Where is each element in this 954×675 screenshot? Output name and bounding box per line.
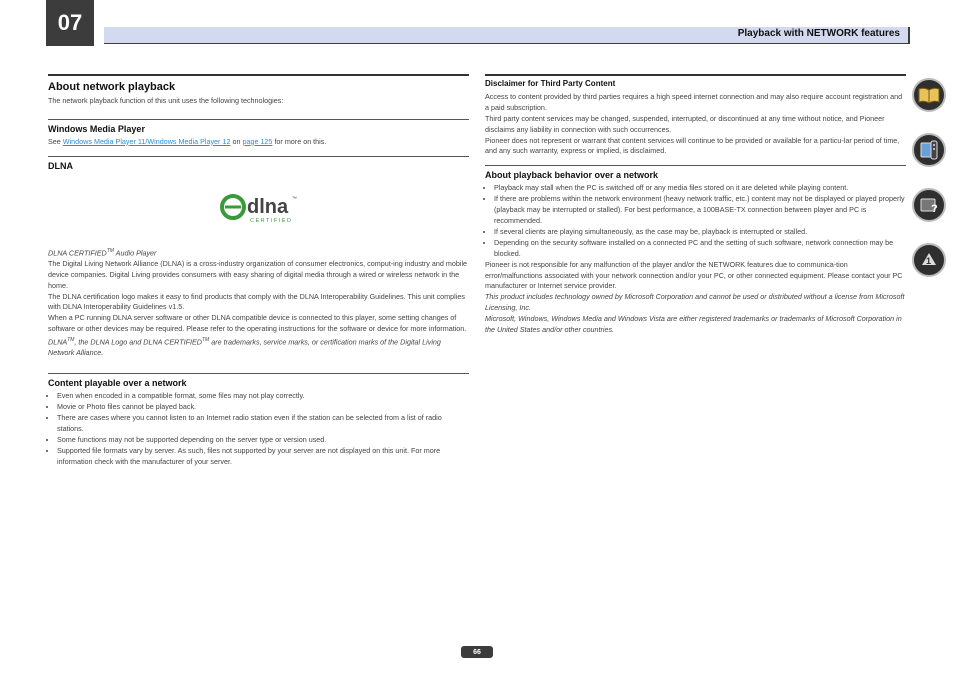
divider — [48, 119, 469, 120]
svg-text:1: 1 — [926, 256, 932, 266]
remote-control-icon[interactable] — [912, 133, 946, 167]
playback-behavior-list — [485, 183, 906, 259]
quick-start-icon[interactable] — [912, 243, 946, 277]
dlna-title: DLNA — [48, 160, 73, 171]
divider — [48, 373, 469, 374]
divider — [48, 156, 469, 157]
header-bar — [104, 27, 910, 44]
list-item: • Supported file formats vary by server. As such, files not supported by your server are not displayed on this unit. For more information check with the manufacturer of your server. — [57, 446, 469, 468]
side-navigation — [912, 78, 948, 298]
list-item: • There are cases where you cannot listen to an Internet radio station even if the station can be selected from a list of radio stations. — [57, 413, 469, 435]
list-item: • Even when encoded in a compatible format, some files may not play correctly. — [57, 391, 469, 402]
about-network-title: About network playback — [48, 81, 176, 93]
left-column — [48, 74, 469, 468]
dlna-trademark: DLNA™, the DLNA Logo and DLNA CERTIFIED™ are trademarks, service marks, or certification marks of the Digital Living Network Alliance. — [48, 337, 441, 358]
dlna-paragraph-2: The DLNA certification logo makes it easy to find products that comply with the DLNA Interoperability Guidelines. This unit complies with DLNA Interoperability Guidelines v1.5. — [48, 291, 465, 312]
about-network-text: The network playback function of this unit uses the following technologies: — [48, 95, 284, 105]
wmp-title: Windows Media Player — [48, 123, 145, 134]
wmp-link[interactable]: Windows Media Player 11/Windows Media Player 12 — [62, 136, 231, 146]
list-item: • Playback may stall when the PC is switched off or any media files stored on it are deleted while playing content. — [494, 183, 906, 194]
dlna-paragraph-3: When a PC running DLNA server software or other DLNA compatible device is connected to this player, some setting changes of software or other devices may be required. Please refer to the operating instructions for the software or device for more information. — [48, 313, 467, 334]
disclaimer-paragraph-3: Pioneer does not represent or warrant that content services will continue to be provided or available for a particu-lar period of time, and any such warranty, express or implied, is disclaimed. — [485, 135, 900, 156]
pioneer-disclaimer: Pioneer is not responsible for any malfunction of the player and/or the NETWORK features due to communica-tion error/malfunctions associated with your network connection and/or your PC, or other connected equipment. Please contact your PC manufacturer or Internet service provider. — [485, 259, 903, 291]
right-column — [485, 74, 906, 336]
microsoft-trademark: Microsoft, Windows, Windows Media and Windows Vista are either registered trademarks or trademarks of Microsoft Corporation in the United States and/or other countries. — [485, 314, 902, 335]
list-item: • If there are problems within the network environment (heavy network traffic, etc.) content may not be displayed or played properly (playback may be interrupted or stalled). For best performance, a 100BASE-TX connection between player and PC is recommended. — [494, 194, 906, 227]
list-item: • Some functions may not be supported depending on the server type or version used. — [57, 435, 469, 446]
list-item: • Movie or Photo files cannot be played back. — [57, 402, 469, 413]
dlna-paragraph-1: The Digital Living Network Alliance (DLNA) is a cross-industry organization of consumer electronics, comput-ing industry and mobile device companies. Digital Living provides consumers with easy sharing of digital media through a wired or wireless network in the home. — [48, 258, 468, 290]
chapter-number: 07 — [46, 0, 94, 46]
page-number: 66 — [461, 646, 493, 658]
dlna-logo-tm: ™ — [291, 195, 297, 202]
divider — [485, 74, 906, 76]
list-item: • Depending on the security software installed on a connected PC and the setting of such software, network connection may be blocked. — [494, 238, 906, 260]
content-playable-title: Content playable over a network — [48, 378, 187, 389]
dlna-logo-sub: CERTIFIED — [249, 217, 292, 224]
troubleshoot-icon[interactable] — [912, 188, 946, 222]
page-link[interactable]: page 125 — [242, 136, 273, 146]
dlna-logo-icon — [219, 191, 299, 225]
svg-text:?: ? — [931, 203, 938, 215]
divider — [485, 165, 906, 166]
page-title: Playback with NETWORK features — [737, 28, 900, 39]
list-item: • If several clients are playing simultaneously, as the case may be, playback is interrupted or stalled. — [494, 227, 906, 238]
dlna-logo-text: dlna — [246, 195, 288, 218]
wmp-text: See Windows Media Player 11/Windows Media Player 12 on page 125 for more on this. — [48, 136, 327, 146]
book-icon[interactable] — [912, 78, 946, 112]
disclaimer-paragraph-1: Access to content provided by third parties requires a high speed internet connection and may also require account registration and a paid subscription. — [485, 91, 903, 112]
microsoft-license: This product includes technology owned by Microsoft Corporation and cannot be used or distributed without a license from Microsoft Licensing, Inc. — [485, 292, 905, 313]
dlna-logo — [48, 178, 469, 238]
disclaimer-title: Disclaimer for Third Party Content — [485, 79, 616, 88]
disclaimer-paragraph-2: Third party content services may be changed, suspended, interrupted, or discontinued at any time without notice, and Pioneer disclaims any liability in connection with such occurrences. — [485, 113, 885, 134]
playback-behavior-title: About playback behavior over a network — [485, 170, 659, 181]
dlna-certified-line: DLNA CERTIFIED™ Audio Player — [48, 247, 157, 257]
divider — [48, 74, 469, 76]
content-playable-list — [48, 391, 469, 467]
